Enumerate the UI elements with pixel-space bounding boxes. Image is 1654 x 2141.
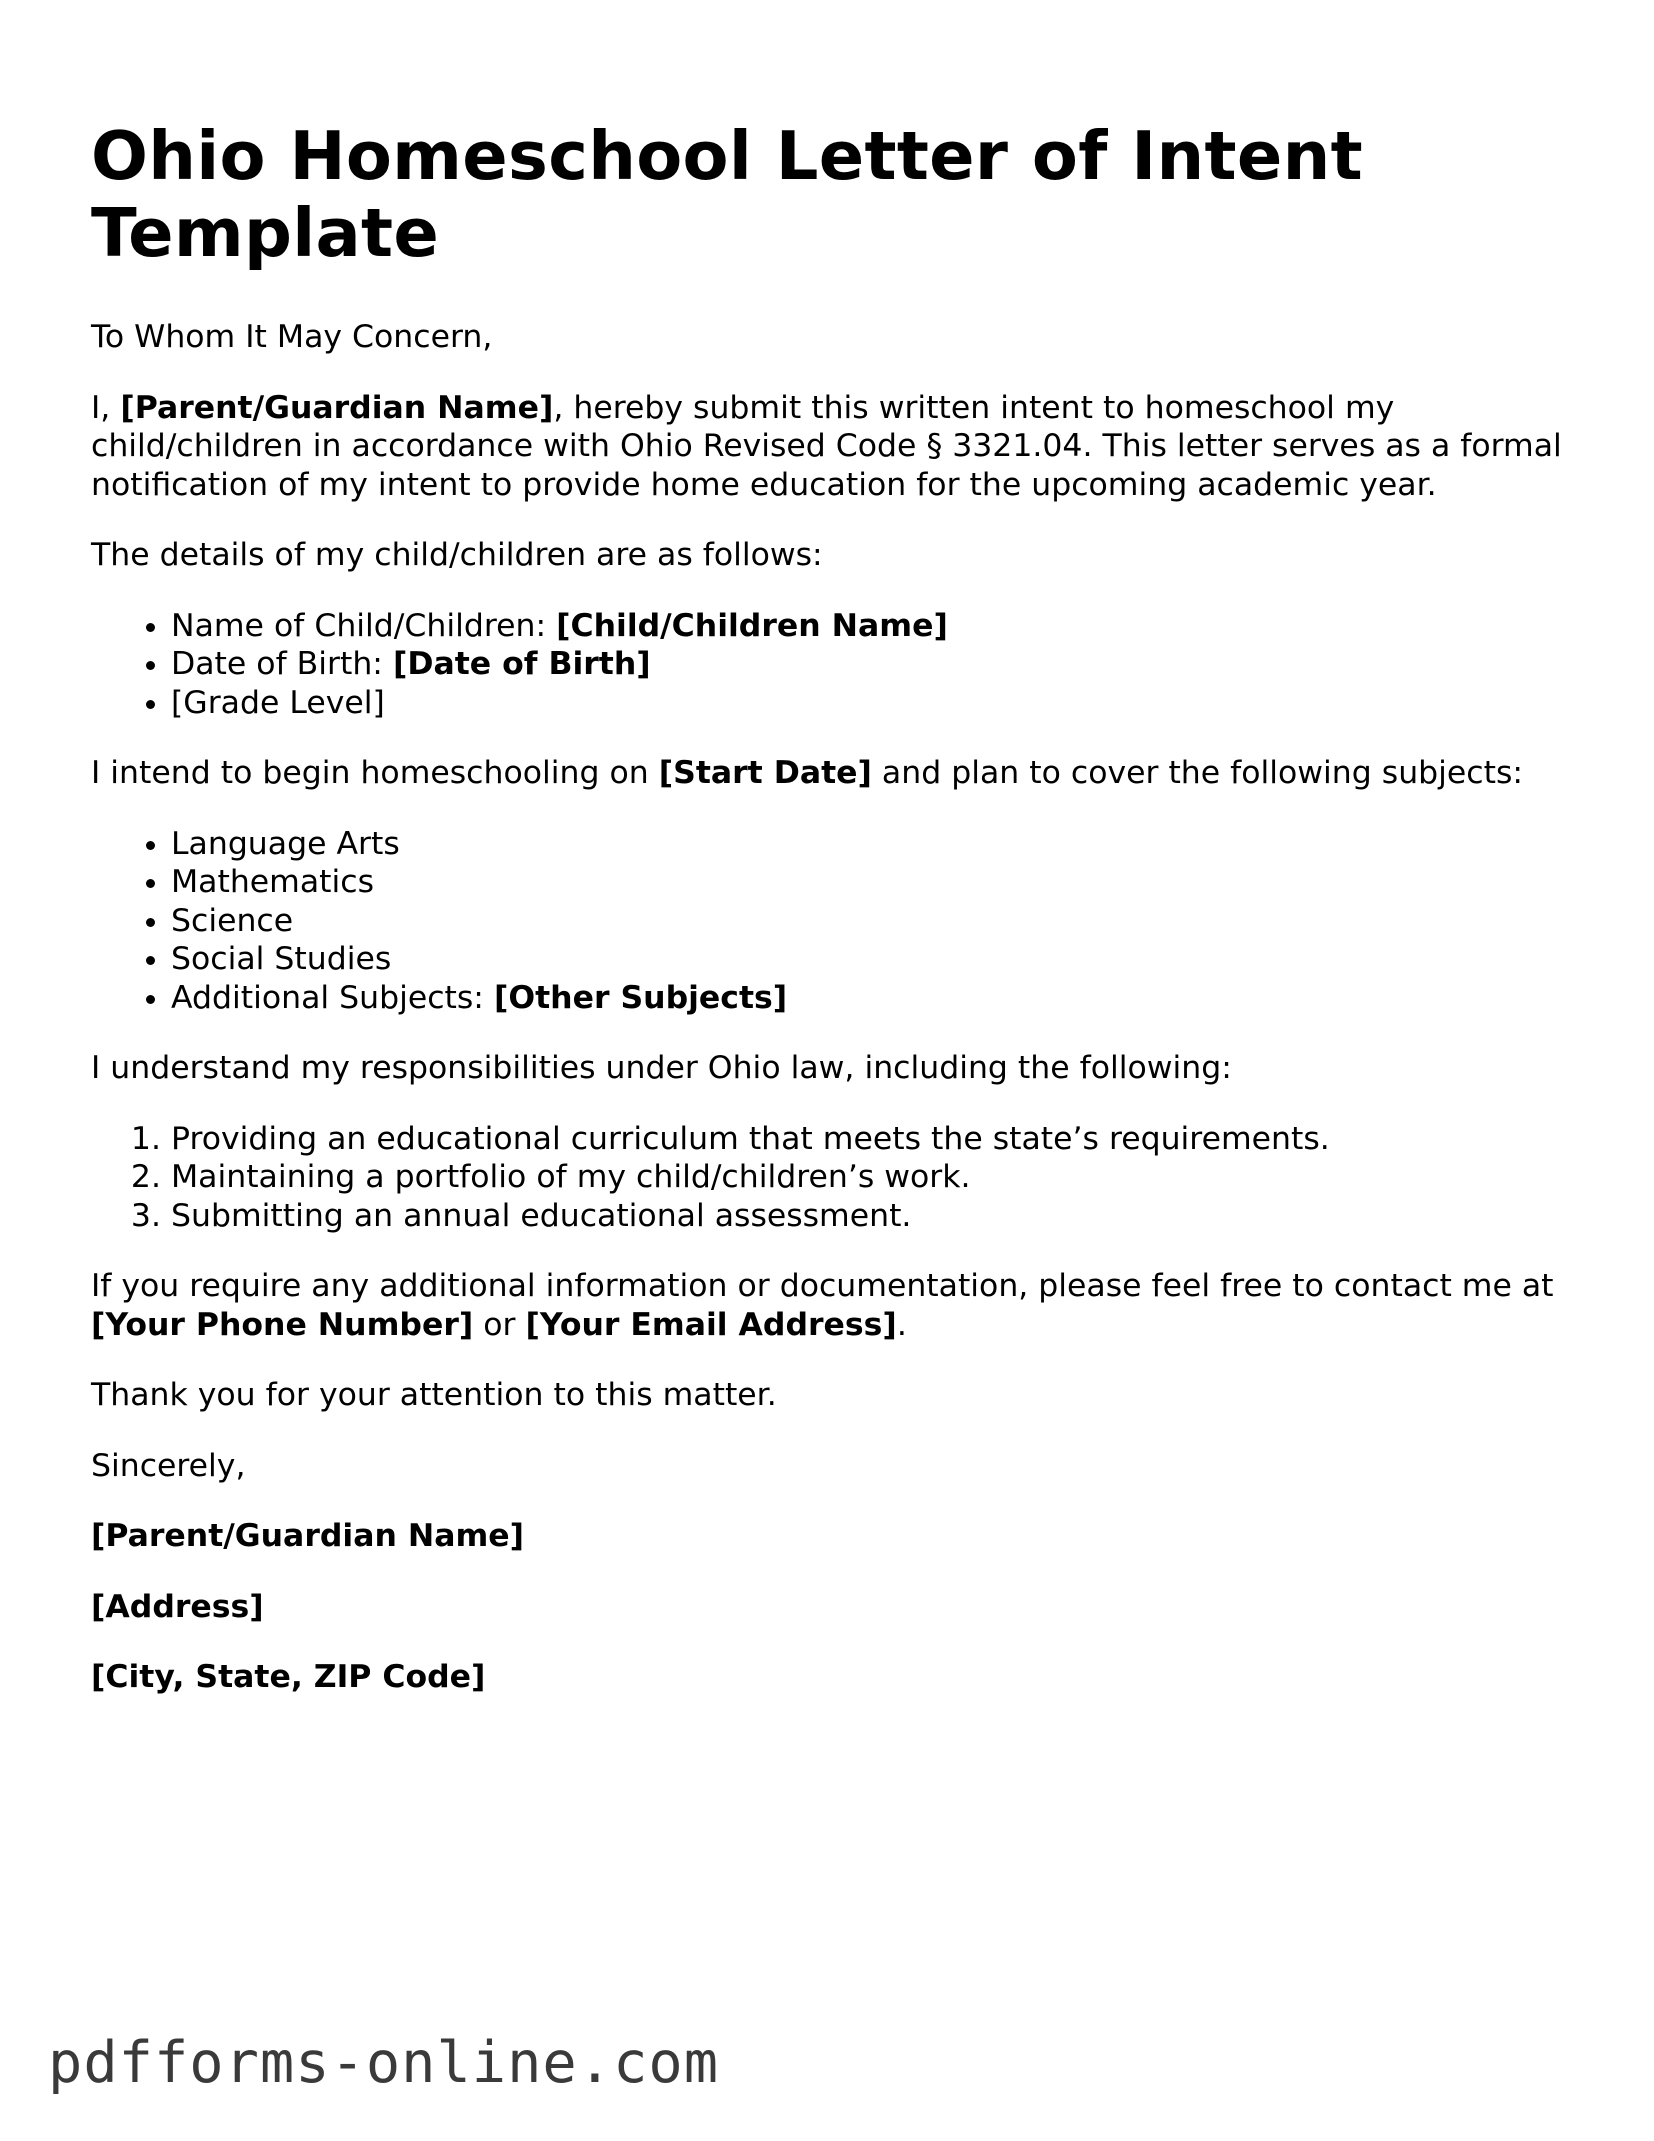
list-item: 3. Submitting an annual educational assessment. [171, 1197, 1571, 1236]
list-item: • Social Studies [171, 940, 1571, 979]
phone-placeholder: [Your Phone Number] [91, 1306, 474, 1343]
letter-document [91, 118, 1571, 1729]
closing: Sincerely, [91, 1447, 246, 1484]
subjects-list [91, 825, 1571, 1018]
list-item: • Language Arts [171, 825, 1571, 864]
list-item: • Name of Child/Children: [Child/Children Name] [171, 607, 1571, 646]
signature-block [91, 1517, 1571, 1697]
details-intro: The details of my child/children are as follows: [91, 537, 823, 573]
child-details-list [91, 607, 1571, 723]
intro-text: , hereby submit this written intent to homeschool my child/children in accordance with Ohio Revised Code § 3321.04. This letter serves as a formal notification of my intent to provide home education for the upcoming academic year. [91, 389, 1562, 503]
email-placeholder: [Your Email Address] [525, 1306, 897, 1343]
list-item: • Science [171, 902, 1571, 941]
list-item: 1. Providing an educational curriculum that meets the state’s requirements. [171, 1120, 1571, 1159]
parent-name-placeholder: [Parent/Guardian Name] [120, 389, 554, 426]
page-title: Ohio Homeschool Letter of Intent Template [91, 117, 1363, 272]
list-item: 2. Maintaining a portfolio of my child/children’s work. [171, 1158, 1571, 1197]
start-paragraph: I intend to begin homeschooling on [Start Date] and plan to cover the following subjects: [91, 755, 1523, 791]
start-date-placeholder: [Start Date] [658, 755, 872, 791]
contact-paragraph: If you require any additional information or documentation, please feel free to contact me at [Your Phone Number] or [Your Email Address]. [91, 1268, 1554, 1343]
watermark: pdfforms-online.com [48, 2030, 720, 2096]
list-item: • Mathematics [171, 863, 1571, 902]
list-item: • [Grade Level] [171, 684, 1571, 723]
intro-paragraph [91, 389, 1571, 505]
thanks-paragraph: Thank you for your attention to this matter. [91, 1377, 777, 1413]
signature-name: [Parent/Guardian Name] [91, 1518, 525, 1554]
signature-city: [City, State, ZIP Code] [91, 1659, 486, 1695]
signature-address: [Address] [91, 1588, 264, 1625]
salutation: To Whom It May Concern, [91, 319, 493, 355]
responsibilities-intro: I understand my responsibilities under Ohio law, including the following: [91, 1050, 1232, 1086]
list-item: • Additional Subjects: [Other Subjects] [171, 979, 1571, 1018]
responsibilities-list [91, 1120, 1571, 1236]
list-item: • Date of Birth: [Date of Birth] [171, 645, 1571, 684]
intro-prefix: I, [91, 389, 121, 426]
